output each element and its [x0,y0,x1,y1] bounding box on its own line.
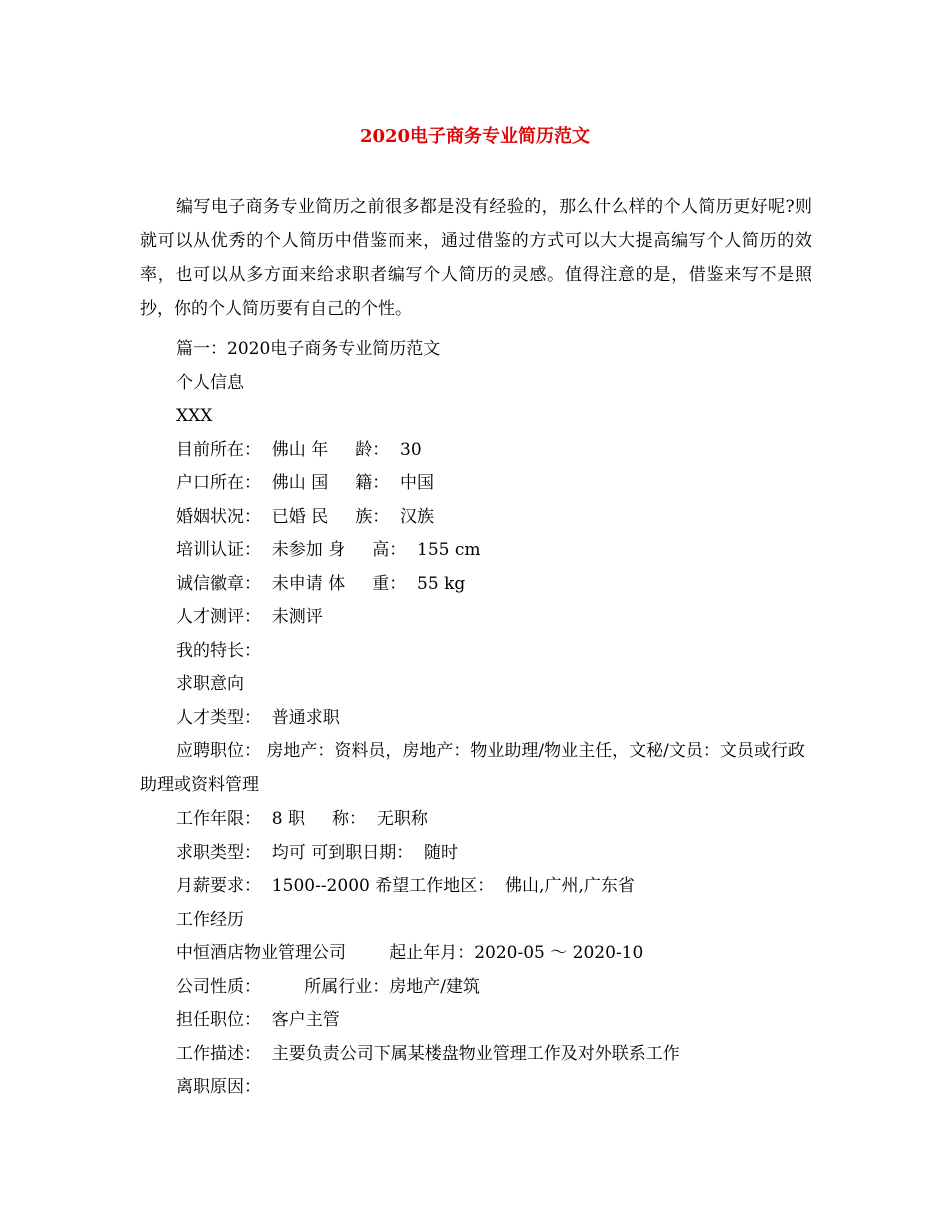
info-row-job-type-start: 求职类型： 均可 可到职日期： 随时 [176,843,459,863]
info-row-job-description: 工作描述： 主要负责公司下属某楼盘物业管理工作及对外联系工作 [176,1044,680,1064]
section-heading-work-experience: 工作经历 [176,910,244,930]
info-row-company-period: 中恒酒店物业管理公司 起止年月：2020-05 ～ 2020-10 [176,943,644,963]
info-row-salary-region: 月薪要求： 1500--2000 希望工作地区： 佛山,广州,广东省 [176,876,635,896]
info-row-badge-weight: 诚信徽章： 未申请 体 重： 55 kg [176,574,466,594]
section-heading-job-intent: 求职意向 [176,674,244,694]
info-row-position-held: 担任职位： 客户主管 [176,1010,340,1030]
document-title: 2020电子商务专业简历范文 [359,126,591,147]
info-row-leaving-reason: 离职原因： [176,1077,261,1097]
intro-paragraph: 编写电子商务专业简历之前很多都是没有经验的，那么什么样的个人简历更好呢?则就可以从优秀的个人简历中借鉴而来，通过借鉴的方式可以大大提高编写个人简历的效率，也可以从多方面来给求职者编写个人简历的灵感。值得注意的是，借鉴来写不是照抄，你的个人简历要有自己的个性。 [140,197,812,319]
info-row-specialty: 我的特长： [176,641,261,661]
info-row-talent-type: 人才类型： 普通求职 [176,708,340,728]
section-heading-personal-info: 个人信息 [176,373,244,393]
info-row-marital-ethnicity: 婚姻状况： 已婚 民 族： 汉族 [176,507,435,527]
info-row-assessment: 人才测评： 未测评 [176,607,323,627]
name-value: XXX [176,406,213,426]
info-row-location-age: 目前所在： 佛山 年 龄： 30 [176,440,422,460]
info-row-company-type-industry: 公司性质： 所属行业：房地产/建筑 [176,977,480,997]
section-heading-resume: 篇一：2020电子商务专业简历范文 [176,339,441,359]
info-row-applied-position: 应聘职位： 房地产：资料员，房地产：物业助理/物业主任，文秘/文员：文员或行政助理或资料管理 [140,741,805,795]
info-row-years-title: 工作年限： 8 职 称： 无职称 [176,809,428,829]
info-row-training-height: 培训认证： 未参加 身 高： 155 cm [176,540,481,560]
info-row-hukou-nationality: 户口所在： 佛山 国 籍： 中国 [176,473,435,493]
